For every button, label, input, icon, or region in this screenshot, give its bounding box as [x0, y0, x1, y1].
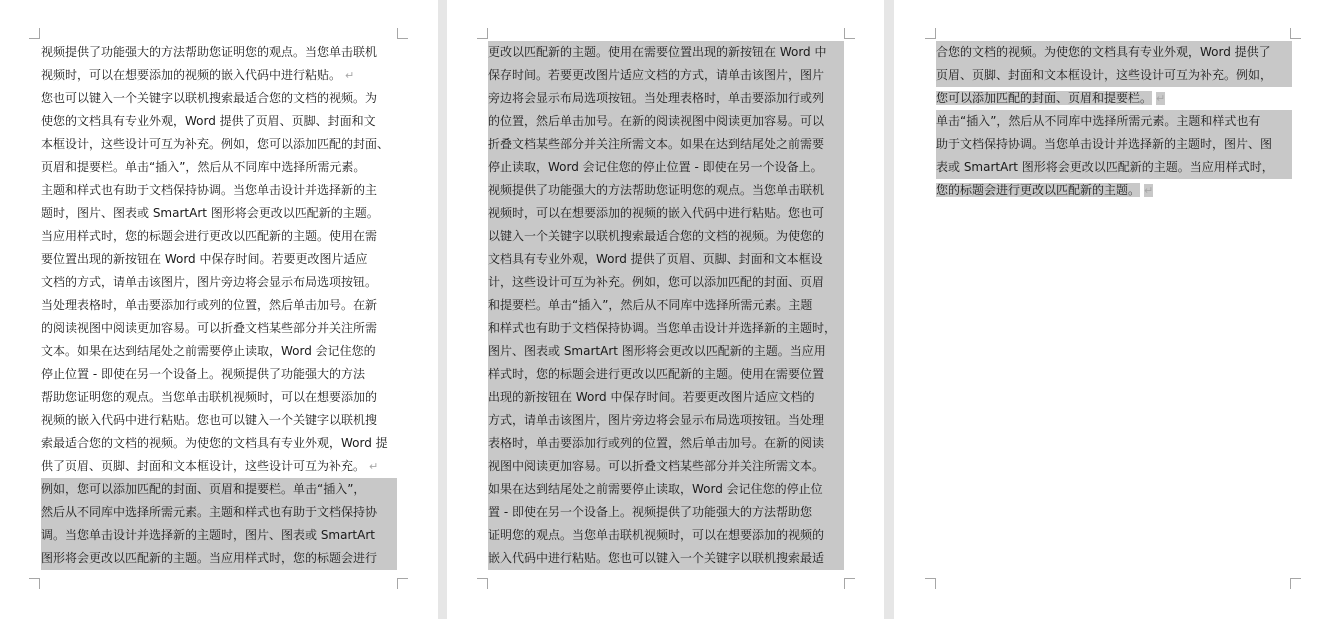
selected-text-line: 表格时，单击要添加行或列的位置，然后单击加号。在新的阅读 — [488, 432, 844, 455]
selected-text-line: 您的标题会进行更改以匹配新的主题。 ↵ — [936, 183, 1154, 197]
selected-text-line: 折叠文档某些部分并关注所需文本。如果在达到结尾处之前需要 — [488, 133, 844, 156]
crop-mark-bottom-right — [844, 578, 855, 589]
selected-text-line: 和提要栏。单击“插入”，然后从不同库中选择所需元素。主题 — [488, 294, 844, 317]
text-line: 停止位置 - 即使在另一个设备上。视频提供了功能强大的方法 — [41, 367, 365, 381]
selected-text-line: 停止读取，Word 会记住您的停止位置 - 即使在另一个设备上。 — [488, 156, 844, 179]
document-page-3 — [894, 0, 1332, 619]
crop-mark-top-right — [397, 28, 408, 39]
selected-text-line: 样式时，您的标题会进行更改以匹配新的主题。使用在需要位置 — [488, 363, 844, 386]
selected-text-line: 以键入一个关键字以联机搜索最适合您的文档的视频。为使您的 — [488, 225, 844, 248]
selected-text-line: 计，这些设计可互为补充。例如，您可以添加匹配的封面、页眉 — [488, 271, 844, 294]
text-line: 的阅读视图中阅读更加容易。可以折叠文档某些部分并关注所需 — [41, 321, 378, 335]
text-line: 要位置出现的新按钮在 Word 中保存时间。若要更改图片适应 — [41, 252, 368, 266]
selected-text-line: 您可以添加匹配的封面、页眉和提要栏。 ↵ — [936, 91, 1166, 105]
paragraph-mark-icon: ↵ — [1156, 92, 1166, 105]
crop-mark-top-left — [29, 28, 40, 39]
crop-mark-bottom-right — [1290, 578, 1301, 589]
crop-mark-top-left — [477, 28, 488, 39]
page-2-text[interactable] — [488, 41, 844, 570]
selected-text-line: 出现的新按钮在 Word 中保存时间。若要更改图片适应文档的 — [488, 386, 844, 409]
selected-text-line: 方式，请单击该图片，图片旁边将会显示布局选项按钮。当处理 — [488, 409, 844, 432]
selected-text-line: 然后从不同库中选择所需元素。主题和样式也有助于文档保持协 — [41, 501, 397, 524]
selected-text-line: 助于文档保持协调。当您单击设计并选择新的主题时，图片、图 — [936, 133, 1292, 156]
text-line: 本框设计，这些设计可互为补充。例如，您可以添加匹配的封面、 — [41, 137, 390, 151]
document-page-2 — [447, 0, 884, 619]
selected-text-line: 表或 SmartArt 图形将会更改以匹配新的主题。当应用样式时， — [936, 156, 1292, 179]
crop-mark-top-left — [925, 28, 936, 39]
selected-text-line: 置 - 即使在另一个设备上。视频提供了功能强大的方法帮助您 — [488, 501, 844, 524]
selected-text-line: 例如，您可以添加匹配的封面、页眉和提要栏。单击“插入”， — [41, 478, 397, 501]
crop-mark-bottom-left — [477, 578, 488, 589]
selected-text-line: 调。当您单击设计并选择新的主题时，图片、图表或 SmartArt — [41, 524, 397, 547]
text-line: 当应用样式时，您的标题会进行更改以匹配新的主题。使用在需 — [41, 229, 378, 243]
selected-text-line: 图形将会更改以匹配新的主题。当应用样式时，您的标题会进行 — [41, 547, 397, 570]
text-line: 帮助您证明您的观点。当您单击联机视频时，可以在想要添加的 — [41, 390, 378, 404]
text-line: 文本。如果在达到结尾处之前需要停止读取，Word 会记住您的 — [41, 344, 376, 358]
text-line: 供了页眉、页脚、封面和文本框设计，这些设计可互为补充。 ↵ — [41, 459, 379, 473]
selected-text-line: 视图中阅读更加容易。可以折叠文档某些部分并关注所需文本。 — [488, 455, 844, 478]
text-line: 使您的文档具有专业外观，Word 提供了页眉、页脚、封面和文 — [41, 114, 376, 128]
selected-text-line: 保存时间。若要更改图片适应文档的方式，请单击该图片，图片 — [488, 64, 844, 87]
selected-text-line: 如果在达到结尾处之前需要停止读取，Word 会记住您的停止位 — [488, 478, 844, 501]
selected-text-line: 嵌入代码中进行粘贴。您也可以键入一个关键字以联机搜索最适 — [488, 547, 844, 570]
selected-text-line: 文档具有专业外观，Word 提供了页眉、页脚、封面和文本框设 — [488, 248, 844, 271]
crop-mark-top-right — [1290, 28, 1301, 39]
selected-text-line: 单击“插入”，然后从不同库中选择所需元素。主题和样式也有 — [936, 110, 1292, 133]
crop-mark-bottom-right — [397, 578, 408, 589]
selected-text-line: 和样式也有助于文档保持协调。当您单击设计并选择新的主题时， — [488, 317, 844, 340]
paragraph-mark-icon: ↵ — [369, 460, 379, 473]
crop-mark-bottom-left — [925, 578, 936, 589]
text-line: 页眉和提要栏。单击“插入”，然后从不同库中选择所需元素。 — [41, 160, 366, 174]
page-3-text[interactable] — [936, 41, 1292, 202]
text-line: 视频提供了功能强大的方法帮助您证明您的观点。当您单击联机 — [41, 45, 378, 59]
selected-text-line: 视频时，可以在想要添加的视频的嵌入代码中进行粘贴。您也可 — [488, 202, 844, 225]
paragraph-mark-icon: ↵ — [345, 69, 355, 82]
text-line: 文档的方式，请单击该图片，图片旁边将会显示布局选项按钮。 — [41, 275, 378, 289]
selected-text-line: 的位置，然后单击加号。在新的阅读视图中阅读更加容易。可以 — [488, 110, 844, 133]
crop-mark-top-right — [844, 28, 855, 39]
text-line: 主题和样式也有助于文档保持协调。当您单击设计并选择新的主 — [41, 183, 378, 197]
crop-mark-bottom-left — [29, 578, 40, 589]
page-1-text[interactable] — [41, 41, 397, 570]
text-line: 索最适合您的文档的视频。为使您的文档具有专业外观，Word 提 — [41, 436, 388, 450]
text-line: 题时，图片、图表或 SmartArt 图形将会更改以匹配新的主题。 — [41, 206, 379, 220]
text-line: 视频时，可以在想要添加的视频的嵌入代码中进行粘贴。 ↵ — [41, 68, 355, 82]
document-page-1 — [0, 0, 438, 619]
selected-text-line: 旁边将会显示布局选项按钮。当处理表格时，单击要添加行或列 — [488, 87, 844, 110]
text-line: 您也可以键入一个关键字以联机搜索最适合您的文档的视频。为 — [41, 91, 378, 105]
selected-text-line: 视频提供了功能强大的方法帮助您证明您的观点。当您单击联机 — [488, 179, 844, 202]
paragraph-mark-icon: ↵ — [1144, 184, 1154, 197]
selected-text-line: 页眉、页脚、封面和文本框设计，这些设计可互为补充。例如， — [936, 64, 1292, 87]
text-line: 视频的嵌入代码中进行粘贴。您也可以键入一个关键字以联机搜 — [41, 413, 378, 427]
selected-text-line: 更改以匹配新的主题。使用在需要位置出现的新按钮在 Word 中 — [488, 41, 844, 64]
text-line: 当处理表格时，单击要添加行或列的位置，然后单击加号。在新 — [41, 298, 378, 312]
selected-text-line: 证明您的观点。当您单击联机视频时，可以在想要添加的视频的 — [488, 524, 844, 547]
selected-text-line: 合您的文档的视频。为使您的文档具有专业外观，Word 提供了 — [936, 41, 1292, 64]
selected-text-line: 图片、图表或 SmartArt 图形将会更改以匹配新的主题。当应用 — [488, 340, 844, 363]
